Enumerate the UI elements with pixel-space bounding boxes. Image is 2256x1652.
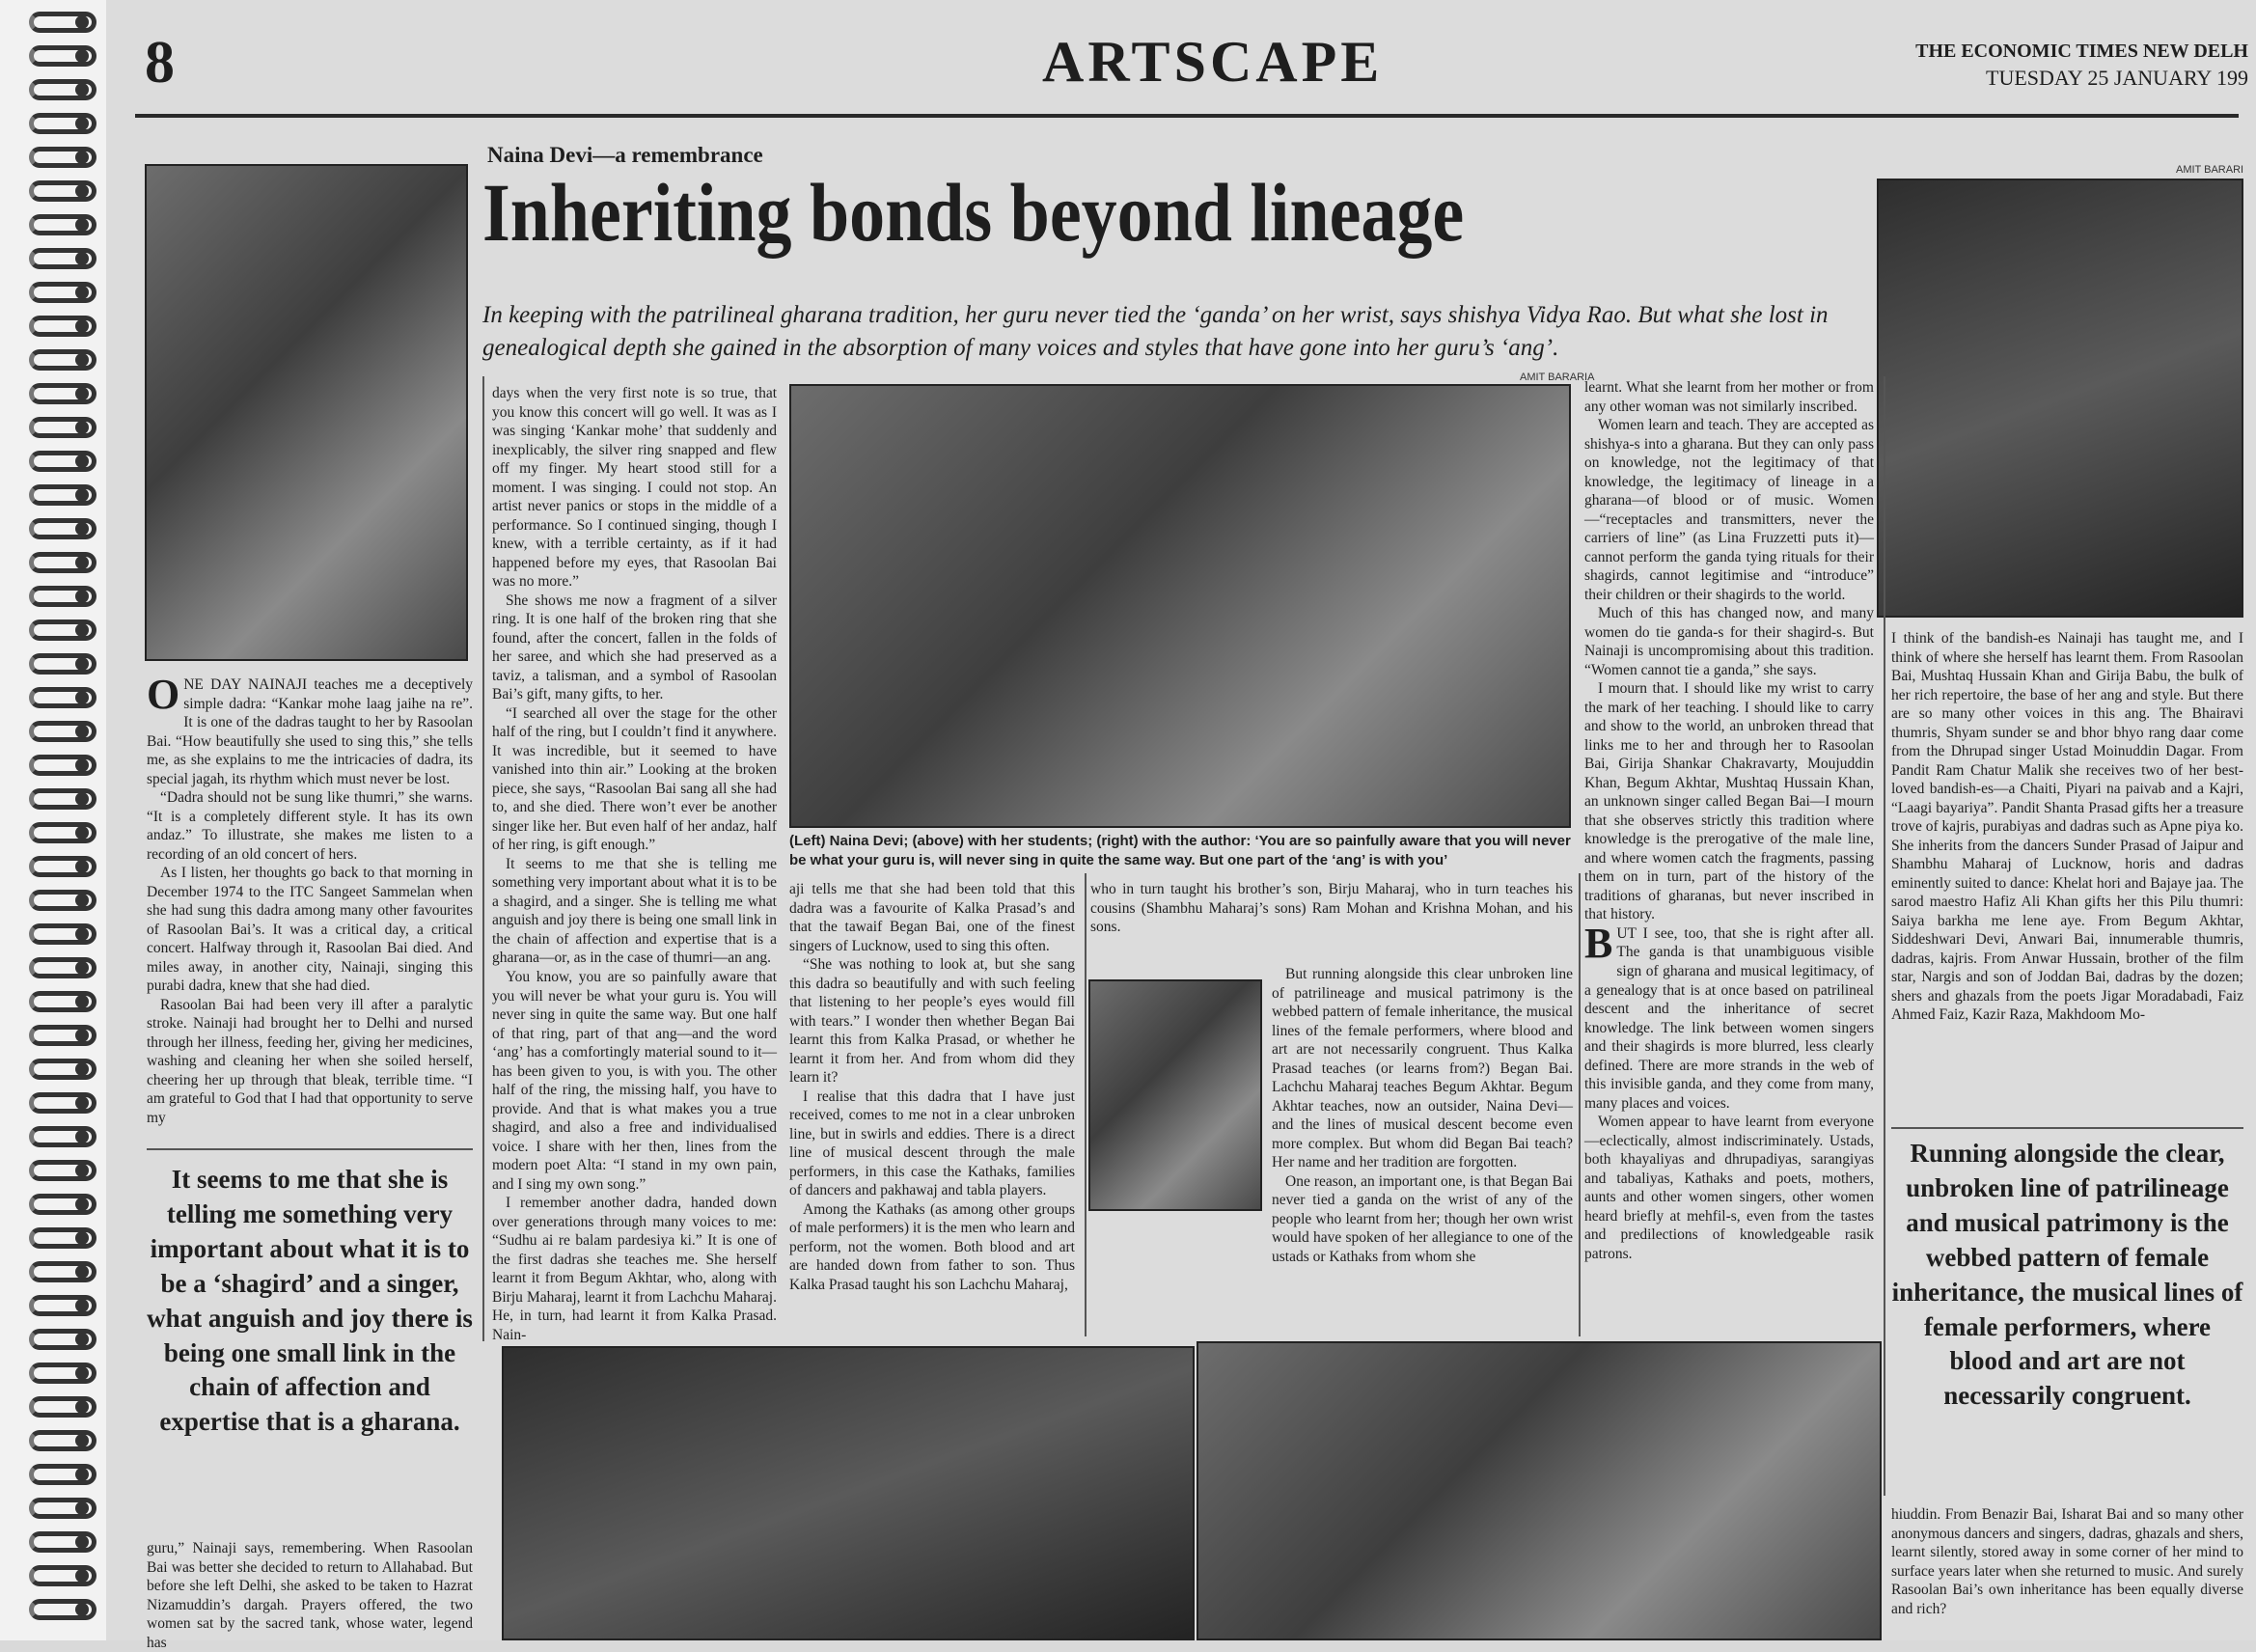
col5-paragraph-text: UT I see, too, that she is right after all. The ganda is that unambiguous visible sign of gharana and musical legitimacy, of a genealogy that is at once based on patrilineal descent and the inheritance of secret knowledge. The link between women singers and their shagirds is more blurred, less clearly defined. There are more strands in the web of this invisible ganda, and they come from many, many places and voices.	[1584, 924, 1874, 1112]
binding-hole	[75, 1603, 89, 1616]
col5-paragraph: I mourn that. I should like my wrist to carry the mark of her teaching. I should like to carry and show to the world, an unbroken thread that links me to her and through her to Rasoolan Bai, Girija Shankar Chakravarty, Moujuddin Khan, Begum Akhtar, Mushtaq Hussain Khan, an unknown singer called Began Bai—I mourn that she observes strictly this tradition where knowledge is the prerogative of the male line, and where women catch the fragments, passing them on in turn, part of the history of the traditions of gharanas, but never inscribed in that history.	[1584, 680, 1874, 923]
binding-hole	[75, 657, 89, 671]
binding-hole	[75, 1198, 89, 1211]
binding-hole	[75, 252, 89, 265]
binding-hole	[75, 151, 89, 164]
binding-hole	[75, 286, 89, 299]
binding-hole	[75, 995, 89, 1008]
col6-paragraph: I think of the bandish-es Nainaji has taught me, and I think of where she herself has learnt them. From Rasoolan Bai, Mushtaq Hussain Khan and Girija Babu, the bulk of her rich repertoire, the base of her ang and style. But there are so many other voices in this ang. The Bhairavi thumris, Shyam sunder se and bhor bhyo rang daar come from the Dhrupad singer Ustad Moinuddin Dagar. From Pandit Ram Chatur Malik she receives two of her best-loved bandish-es—a Chaiti, Piyari na paivab and a Kajri, “Laagi bayariya”. Pandit Shanta Prasad gifts her a treasure trove of kajris, purabiyas and dadras such as Apne piya ko. She inherits from the dancers Sunder Prasad of Jaipur and Shambhu Maharaj of Lucknow, horis and dadras eminently suited to dance: Khelat hori and Bajaye jaa. The sarod maestro Hafiz Ali Khan gifts her this Pilu thumri: Saiya barkha me lene aye. From Begum Akhtar, Siddeshwari Devi, Anwari Bai, innumerable thumris, dadras, kajris. From Anwar Hussain, brother of the film star, Nargis and son of Joddan Bai, dadras by the dozen; shers and ghazals from the poets Jigar Moradabadi, Faiz Ahmed Faiz, Kazir Raza, Makhdoom Mo-	[1891, 630, 2244, 1024]
pull-quote-right: Running alongside the clear, unbroken line of patrilineage and musical patrimony is the webbed pattern of female inheritance, the musical lines of female performers, where blood and art are not necessarily congruent.	[1891, 1139, 2243, 1411]
photo-credit-right: AMIT BARARI	[2176, 164, 2244, 176]
binding-hole	[75, 1366, 89, 1380]
article-column-1-bottom	[147, 1539, 473, 1652]
portrait-photo-small	[1088, 979, 1262, 1211]
column-rule	[1579, 873, 1581, 1336]
newspaper-name: THE ECONOMIC TIMES NEW DELH	[1915, 41, 2248, 62]
binding-hole	[75, 1569, 89, 1583]
col1-paragraph: Rasoolan Bai had been very ill after a paralytic stroke. Nainaji had brought her to Delhi and nursed through her illness, feeding her, giving her medicines, washing and cleaning her when she soiled herself, cheering her up through that bleak, terrible time. “I am grateful to God that I had that opportunity to serve my	[147, 996, 473, 1126]
binding-hole	[75, 1333, 89, 1346]
col3-paragraph: “She was nothing to look at, but she sang this dadra so beautifully and with such feeling that listening to her people’s eyes would fill with tears.” I wonder then whether Began Bai learnt this from Kalka Prasad, or whether he learnt it from her. And from whom did they learn it?	[789, 956, 1075, 1087]
binding-hole	[75, 1400, 89, 1414]
issue-date: TUESDAY 25 JANUARY 199	[1986, 66, 2248, 90]
spiral-binding	[0, 0, 106, 1640]
pull-quote-rule-right	[1891, 1127, 2243, 1129]
binding-hole	[75, 691, 89, 704]
photo-with-students	[789, 384, 1571, 828]
col6-bottom-paragraph: hiuddin. From Benazir Bai, Isharat Bai and so many other anonymous dancers and singers, dadras, ghazals and shers, learnt silently, stored away in some corner of her mind to surface years later when she returned to music. And surely Rasoolan Bai’s own inheritance has been equally diverse and rich?	[1891, 1506, 2244, 1617]
binding-hole	[75, 1265, 89, 1279]
column-rule	[1085, 873, 1087, 1336]
binding-hole	[75, 49, 89, 63]
binding-hole	[75, 1029, 89, 1042]
binding-hole	[75, 1231, 89, 1245]
col1-paragraph: As I listen, her thoughts go back to that morning in December 1974 to the ITC Sangeet Sammelan when she had sung this dadra among many other favourites of Rasoolan Bai’s. It was a critical day, a critical concert. Halfway through it, Rasoolan Bai died. And miles away, in another city, Nainaji, singing this purabi dadra, knew that she had died.	[147, 865, 473, 995]
binding-hole	[75, 319, 89, 333]
binding-hole	[75, 1299, 89, 1312]
binding-hole	[75, 792, 89, 806]
col3-paragraph: Among the Kathaks (as among other groups of male performers) it is the men who learn and perform, not the women. Both blood and art are handed down from father to son. Thus Kalka Prasad taught his son Lachchu Maharaj,	[789, 1200, 1075, 1293]
binding-hole	[75, 454, 89, 468]
col2-paragraph: I remember another dadra, handed down over generations through many voices to me: “Sudhu ai re balam pardesiya ki.” It is one of the first dadras she teaches me. She herself learnt it from Begum Akhtar, who, along with Birju Maharaj, learnt it from Lachchu Maharaj. He, in turn, had learnt it from Kalka Prasad. Nain-	[492, 1195, 777, 1343]
binding-hole	[75, 758, 89, 772]
pull-quote-left: It seems to me that she is telling me something very important about what it is to be a ‘shagird’ and a singer, what anguish and joy there is being one small link in the chain of affection and expertise that is a gharana.	[147, 1165, 473, 1437]
binding-hole	[75, 421, 89, 434]
col5-paragraph: Women appear to have learnt from everyone—eclectically, almost indiscriminately. Ustads, both khayaliyas and dhrupadiyas, sarangiyas and tabaliyas, Kathaks and poets, mothers, aunts and other women singers, other women heard briefly at mehfil-s, even from the tastes and predilections of knowledgeable rasik patrons.	[1584, 1114, 1874, 1262]
col5-paragraph: Women learn and teach. They are accepted as shishya-s into a gharana. But they can only pass on knowledge, not the legitimacy of that knowledge, the legitimacy of lineage in a gharana—of blood or of music. Women—“receptacles and transmitters, never the carriers of line” (as Lina Fruzzetti puts it)—cannot perform the ganda tying rituals for their shagirds, cannot legitimise and “introduce” their children or their shagirds to the world.	[1584, 417, 1874, 603]
col5-paragraph: learnt. What she learnt from her mother or from any other woman was not similarly inscribed.	[1584, 379, 1874, 415]
binding-hole	[75, 826, 89, 840]
portrait-photo-naina-devi	[145, 164, 468, 661]
binding-hole	[75, 387, 89, 400]
col3-paragraph: aji tells me that she had been told that this dadra was a favourite of Kalka Prasad’s and that the tawaif Began Bai, one of the finest singers of Lucknow, used to sing this often.	[789, 881, 1075, 954]
binding-hole	[75, 860, 89, 873]
binding-hole	[75, 1501, 89, 1515]
binding-hole	[75, 725, 89, 738]
col2-paragraph: You know, you are so painfully aware that you will never be what your guru is. You will never sing in quite the same way. But one half of that ring, part of that ang—and the word ‘ang’ has a comfortingly material sound to it—has been given to you, is with you. The other half of the ring, the missing half, you have to provide. And that is what makes you a true shagird, and also a free and individualised voice. I share with her then, lines from the modern poet Alta: “I stand in my own pain, and I sing my own song.”	[492, 968, 777, 1193]
binding-hole	[75, 961, 89, 975]
col5-paragraph	[1584, 919, 1874, 1113]
binding-hole	[75, 1164, 89, 1177]
article-column-3	[789, 880, 1075, 1294]
col2-paragraph: It seems to me that she is telling me something very important about what it is to be a shagird, and a singer. She is telling me what anguish and joy there is being one small link in the chain of affection and expertise that is a gharana—or, as in the case of thumri—an ang.	[492, 855, 777, 967]
article-column-2	[492, 384, 777, 1344]
col5-paragraph: Much of this has changed now, and many women do tie ganda-s for their shagird-s. But Nainaji is uncompromising about this tradition. “Women cannot tie a ganda,” she says.	[1584, 605, 1874, 678]
binding-hole	[75, 184, 89, 198]
photo-kathak-musicians	[502, 1346, 1195, 1640]
column-rule	[482, 376, 484, 1341]
pull-quote-rule-top	[147, 1148, 473, 1150]
col4-paragraph: who in turn taught his brother’s son, Birju Maharaj, who in turn teaches his cousins (Shambhu Maharaj’s sons) Ram Mohan and Krishna Mohan, and his sons.	[1090, 881, 1573, 936]
binding-hole	[75, 1062, 89, 1076]
binding-hole	[75, 15, 89, 29]
binding-hole	[75, 590, 89, 603]
photo-with-author	[1877, 179, 2243, 618]
section-title: ARTSCAPE	[1042, 30, 1384, 94]
col2-paragraph: She shows me now a fragment of a silver ring. It is one half of the broken ring that she found, after the concert, fallen in the folds of her saree, and which she had preserved as a taviz, a talisman, and a symbol of Rasoolan Bai’s gift, many gifts, to her.	[492, 592, 777, 703]
article-column-5	[1584, 378, 1874, 1263]
binding-hole	[75, 1468, 89, 1481]
binding-hole	[75, 83, 89, 96]
col4-paragraph: But running alongside this clear unbroken line of patrilineage and musical patrimony is the webbed pattern of female inheritance, the musical lines of the female performers, where blood and art are not necessarily congruent. Thus Kalka Prasad teaches (or learns from?) Began Bai. Lachchu Maharaj teaches Begum Akhtar. Begum Akhtar teaches, now an outsider, Naina Devi—and the lines of musical descent become even more complex. But whom did Began Bai teach? Her name and her tradition are forgotten.	[1272, 966, 1573, 1171]
binding-hole	[75, 1434, 89, 1447]
binding-hole	[75, 1096, 89, 1110]
article-column-4	[1090, 880, 1573, 937]
article-column-6	[1891, 629, 2243, 1025]
photo-caption: (Left) Naina Devi; (above) with her students; (right) with the author: ‘You are so painfully aware that you will never be what your guru is, will never sing in quite the same way. But one part of the ‘ang’ is with you’	[789, 833, 1571, 868]
binding-hole	[75, 218, 89, 232]
binding-hole	[75, 488, 89, 502]
col1-paragraph	[147, 671, 473, 788]
col2-paragraph: “I searched all over the stage for the other half of the ring, but I couldn’t find it anywhere. It was incredible, but it seemed to have vanished into thin air.” Looking at the broken piece, she says, “Rasoolan Bai sang all she had to, and she died. There won’t ever be another singer like her. But even half of her andaz, half of her ring, is gift enough.”	[492, 704, 777, 854]
article-headline: Inheriting bonds beyond lineage	[482, 166, 1465, 259]
binding-hole	[75, 1535, 89, 1549]
binding-hole	[75, 1130, 89, 1143]
binding-hole	[75, 522, 89, 536]
page-number: 8	[145, 30, 175, 96]
drop-cap: O	[147, 671, 180, 718]
article-column-6-bottom	[1891, 1505, 2243, 1618]
photo-credit-main: AMIT BARARIA	[1520, 372, 1595, 383]
col1-bottom-paragraph: guru,” Nainaji says, remembering. When Rasoolan Bai was better she decided to return to Allahabad. But before she left Delhi, she asked to be taken to Hazrat Nizamuddin’s dargah. Prayers offered, the two women sat by the sacred tank, whose water, legend has	[147, 1540, 473, 1651]
column-rule	[1884, 376, 1885, 1496]
article-deck: In keeping with the patrilineal gharana tradition, her guru never tied the ‘ganda’ on her wrist, says shishya Vidya Rao. But what she lost in genealogical depth she gained in the absorption of many voices and styles that have gone into her guru’s ‘ang’.	[482, 302, 1829, 361]
header-rule	[135, 114, 2239, 118]
drop-cap: B	[1584, 919, 1613, 967]
binding-hole	[75, 927, 89, 941]
binding-hole	[75, 894, 89, 907]
article-column-1	[147, 671, 473, 1127]
col4-paragraph: One reason, an important one, is that Began Bai never tied a ganda on the wrist of any of the people who learnt from her; though her own wrist would have spoken of her allegiance to one of the ustads or Kathaks from whom she	[1272, 1172, 1573, 1265]
col3-paragraph: I realise that this dadra that I have just received, comes to me not in a clear unbroken line, but in swirls and eddies. There is a direct line of musical descent through the male performers, in this case the Kathaks, families of dancers and pakhawaj and tabla players.	[789, 1088, 1075, 1199]
article-kicker: Naina Devi—a remembrance	[487, 143, 763, 167]
col1-paragraph-text: NE DAY NAINAJI teaches me a deceptively simple dadra: “Kankar mohe laag jaihe na re”. It is one of the dadras taught to her by Rasoolan Bai. “How beautifully she used to sing this,” she tells me, as she explains to me the intricacies of dadra, its special jagah, its rhythm which must never be lost.	[147, 676, 473, 787]
col1-paragraph: “Dadra should not be sung like thumri,” she warns. “It is a completely different style. It has its own andaz.” To illustrate, she makes me listen to a recording of an old concert of hers.	[147, 789, 473, 863]
binding-hole	[75, 353, 89, 367]
binding-hole	[75, 117, 89, 130]
binding-hole	[75, 556, 89, 569]
col2-paragraph: days when the very first note is so true, that you know this concert will go well. It was as I was singing ‘Kankar mohe’ that suddenly and inexplicably, the silver ring snapped and flew off my finger. My heart stood still for a moment. I was singing. I could not stop. An artist never panics or stops in the middle of a performance. So I continued singing, though I knew, with a terrible certainty, as if it had happened before my eyes, that Rasoolan Bai was no more.”	[492, 385, 777, 591]
photo-performance-group	[1197, 1341, 1882, 1640]
binding-hole	[75, 623, 89, 637]
article-column-4-wrap	[1272, 965, 1573, 1266]
